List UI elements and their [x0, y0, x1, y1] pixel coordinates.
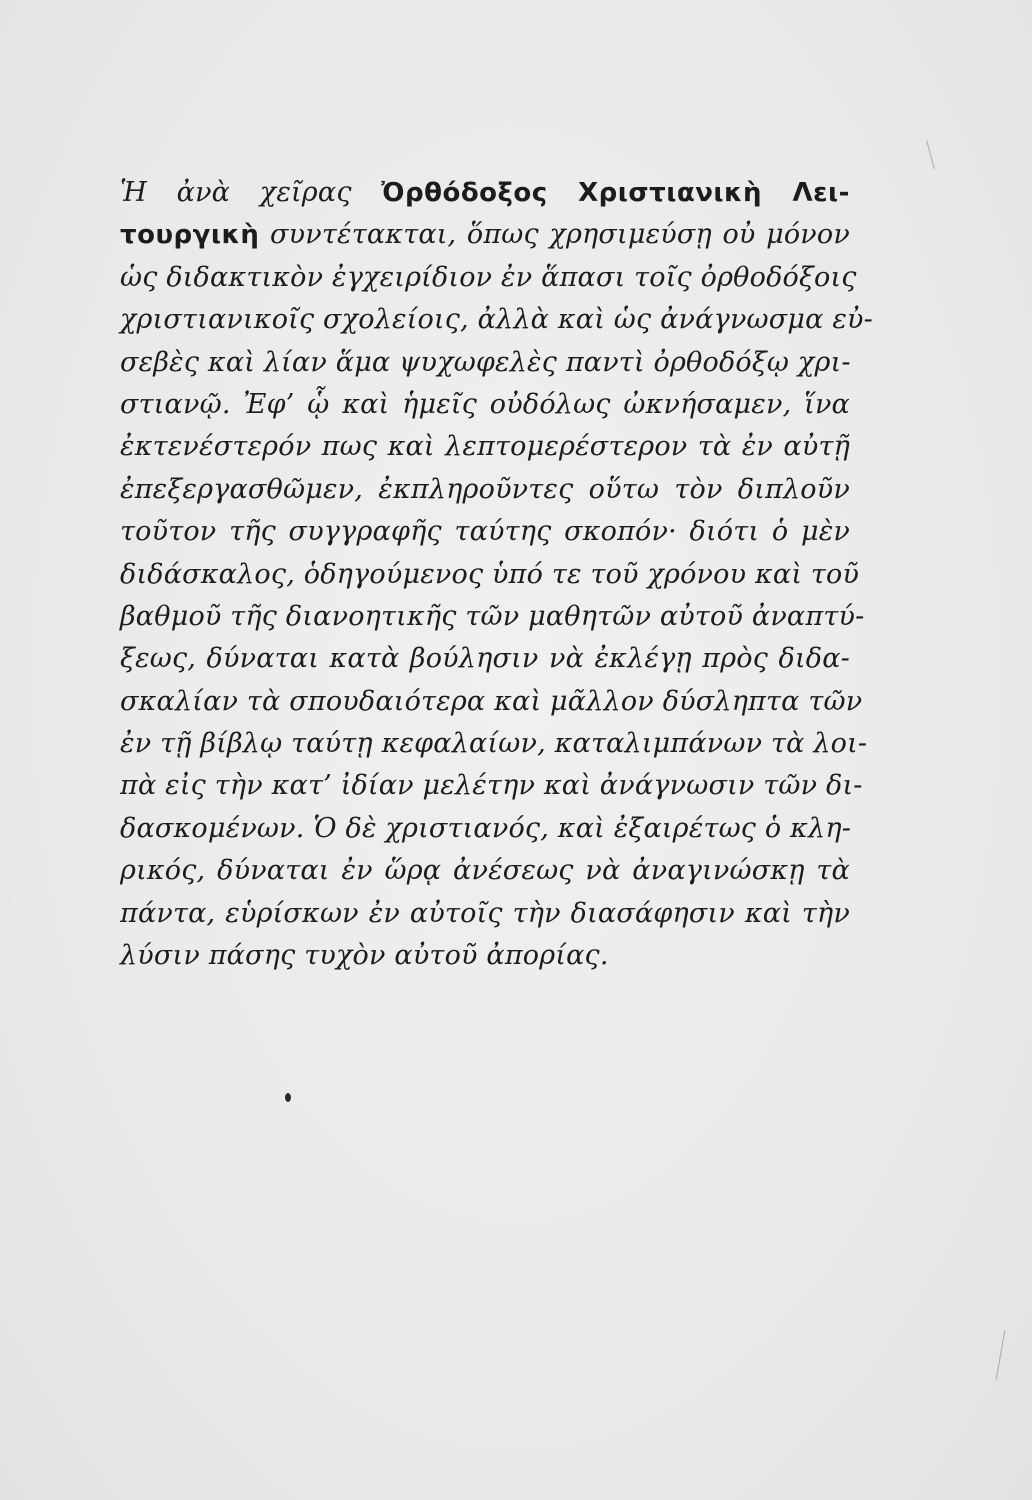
paragraph-line-10: διδάσκαλος, ὁδηγούμενος ὑπό τε τοῦ χρόνου καὶ τοῦ — [120, 558, 860, 590]
book-title-part-2: τουργικὴ — [120, 220, 260, 251]
paragraph-line-14: ἐν τῇ βίβλῳ ταύτῃ κεφαλαίων, καταλιμπάνων τὰ λοι- — [120, 728, 868, 760]
paragraph-line-18: πάντα, εὑρίσκων ἐν αὐτοῖς τὴν διασάφησιν καὶ τὴν — [120, 897, 850, 929]
paragraph-line-9: τοῦτον τῆς συγγραφῆς ταύτης σκοπόν· διότι ὁ μὲν — [120, 516, 850, 548]
paragraph-line-13: σκαλίαν τὰ σπουδαιότερα καὶ μᾶλλον δύσληπτα τῶν — [120, 685, 863, 717]
paragraph-line-17: ρικός, δύναται ἐν ὥρᾳ ἀνέσεως νὰ ἀναγινώσκῃ τὰ — [120, 855, 850, 887]
preface-paragraph — [120, 172, 873, 977]
paragraph-line-7: ἐκτενέστερόν πως καὶ λεπτομερέστερον τὰ ἐν αὐτῇ — [120, 431, 850, 463]
paper-scratch — [996, 1330, 1006, 1379]
opening-words: Ἡ ἀνὰ χεῖρας — [120, 177, 352, 208]
paragraph-line-4: χριστιανικοῖς σχολείοις, ἀλλὰ καὶ ὡς ἀνάγνωσμα εὐ- — [120, 304, 873, 336]
paragraph-line-1 — [120, 172, 850, 214]
paragraph-line-12: ξεως, δύναται κατὰ βούλησιν νὰ ἐκλέγῃ πρὸς διδα- — [120, 643, 850, 675]
paper-scratch — [926, 140, 935, 169]
paragraph-line-16: δασκομένων. Ὁ δὲ χριστιανός, καὶ ἐξαιρέτως ὁ κλη- — [120, 812, 852, 844]
paragraph-line-8: ἐπεξεργασθῶμεν, ἐκπληροῦντες οὕτω τὸν διπλοῦν — [120, 473, 850, 505]
line-2-text: συντέτακται, ὅπως χρησιμεύσῃ οὐ μόνον — [270, 219, 850, 251]
paragraph-line-5: σεβὲς καὶ λίαν ἅμα ψυχωφελὲς παντὶ ὀρθοδόξῳ χρι- — [120, 346, 851, 378]
paragraph-line-6: στιανῷ. Ἐφ’ ᾧ καὶ ἡμεῖς οὐδόλως ὠκνήσαμεν, ἵνα — [120, 388, 850, 420]
paragraph-line-11: βαθμοῦ τῆς διανοητικῆς τῶν μαθητῶν αὐτοῦ ἀναπτύ- — [120, 600, 865, 632]
paragraph-line-3: ὡς διδακτικὸν ἐγχειρίδιον ἐν ἅπασι τοῖς ὀρθοδόξοις — [120, 261, 857, 293]
paragraph-line-19: λύσιν πάσης τυχὸν αὐτοῦ ἀπορίας. — [120, 940, 609, 972]
paragraph-line-2 — [120, 214, 850, 256]
paragraph-line-15: πὰ εἰς τὴν κατ’ ἰδίαν μελέτην καὶ ἀνάγνωσιν τῶν δι- — [120, 770, 863, 802]
ink-speck — [285, 1093, 291, 1102]
book-title-part-1: Ὀρθόδοξος Χριστιανικὴ Λει- — [381, 178, 850, 208]
